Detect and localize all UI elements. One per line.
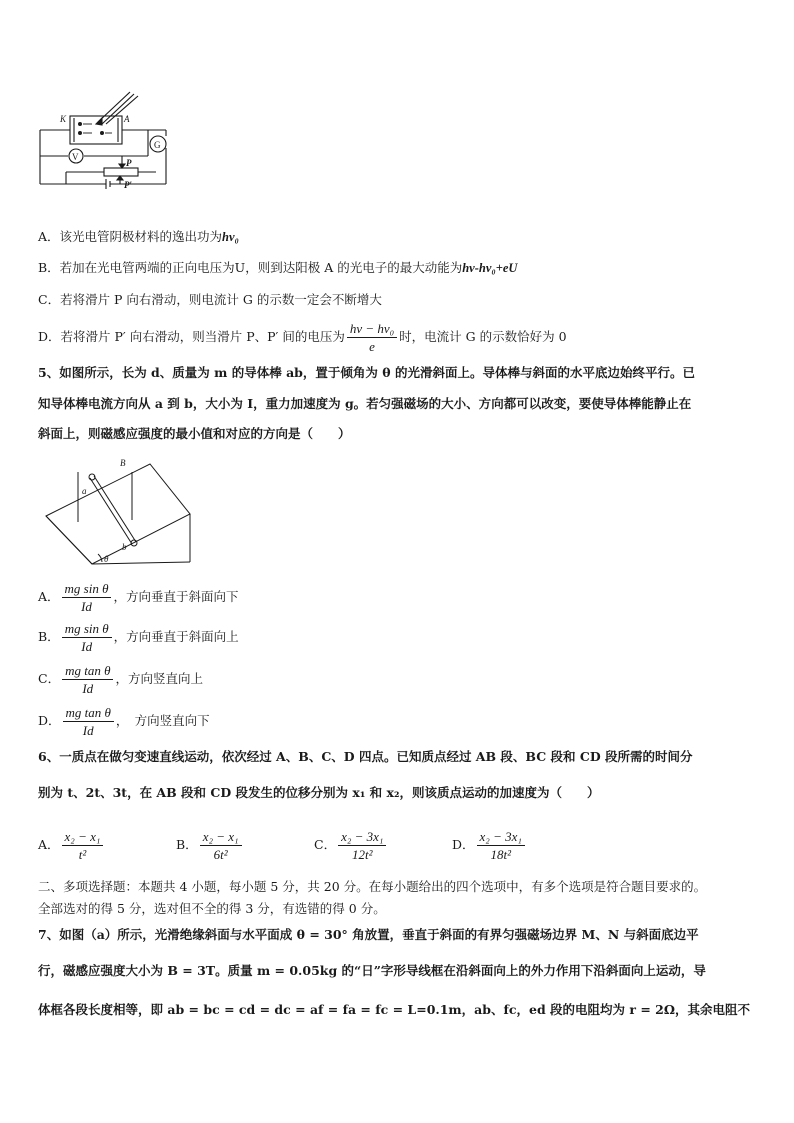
q5-option-a-numerator: mg sin θ (62, 581, 112, 598)
q5-option-a-text: ，方向垂直于斜面向下 (113, 589, 239, 604)
q4-option-c (38, 291, 382, 309)
section2-heading-line2: 全部选对的得 5 分，选对但不全的得 3 分，有选错的得 0 分。 (38, 901, 386, 916)
q5-option-a-fraction (62, 581, 112, 614)
q5-option-d-text: ， 方向竖直向下 (115, 713, 210, 728)
q5-option-c-fraction (62, 663, 113, 696)
q6-option-d (452, 826, 527, 864)
q5-option-c (38, 660, 203, 698)
q5-option-d-numerator: mg tan θ (63, 705, 114, 722)
q5-stem-line3: 斜面上，则磁感应强度的最小值和对应的方向是（ ） (38, 426, 351, 441)
q5-option-d-fraction (63, 705, 114, 738)
q6-option-a-numerator: x₂ − x₁ (62, 829, 104, 846)
q6-option-a-letter: A． (38, 837, 60, 852)
q6-option-b-denominator: 6t² (213, 847, 228, 862)
q5-option-b-denominator: Id (81, 639, 93, 654)
q5-stem-line1: 5、如图所示，长为 d、质量为 m 的导体棒 ab，置于倾角为 θ 的光滑斜面上。导体棒与斜面的水平底边始终平行。已 (38, 365, 695, 380)
q4-option-a (38, 228, 239, 246)
q6-option-d-numerator: x₂ − 3x₁ (477, 829, 525, 846)
q4-option-d (38, 318, 567, 356)
q6-option-a-fraction (62, 829, 104, 862)
q7-stem-line1: 7、如图（a）所示，光滑绝缘斜面与水平面成 θ = 30° 角放置，垂直于斜面的有界匀强磁场边界 M、N 与斜面底边平 (38, 927, 699, 942)
q6-option-d-letter: D． (452, 837, 475, 852)
incline-conductor-figure (40, 452, 200, 568)
field-label-b: B (120, 458, 126, 468)
q5-option-c-letter: C． (38, 671, 61, 686)
q5-option-d (38, 702, 210, 740)
q5-option-a (38, 578, 239, 616)
angle-label-theta: θ (104, 554, 109, 564)
q6-option-b-letter: B． (176, 837, 198, 852)
q5-option-c-numerator: mg tan θ (62, 663, 113, 680)
q5-option-b-text: ，方向垂直于斜面向上 (113, 629, 239, 644)
q6-option-d-denominator: 18t² (490, 847, 511, 862)
q4-option-d-denominator: e (369, 339, 375, 354)
q6-option-c-numerator: x₂ − 3x₁ (338, 829, 386, 846)
q4-option-a-math: hν₀ (222, 230, 239, 244)
q4-option-d-fraction (347, 321, 397, 354)
q4-option-b-math: hν-hν₀+eU (462, 261, 518, 275)
q4-option-d-text: D．若将滑片 P′ 向右滑动，则当滑片 P、P′ 间的电压为 (38, 329, 345, 344)
rod-label-a: a (82, 486, 87, 496)
q6-option-a (38, 826, 105, 864)
q5-option-b (38, 618, 239, 656)
q6-option-b-fraction (200, 829, 242, 862)
q5-option-b-fraction (62, 621, 112, 654)
q4-option-a-text: A．该光电管阴极材料的逸出功为 (38, 229, 223, 244)
q5-option-b-letter: B． (38, 629, 60, 644)
tube-label-a: A (124, 114, 130, 124)
q5-stem-line2: 知导体棒电流方向从 a 到 b，大小为 I，重力加速度为 g。若匀强磁场的大小、方向都可以改变，要使导体棒能静止在 (38, 396, 692, 411)
q4-option-b-text: B．若加在光电管两端的正向电压为U，则到达阳极 A 的光电子的最大动能为 (38, 260, 463, 275)
q7-stem-line3: 体框各段长度相等，即 ab = bc = cd = dc = af = fa = fc = L=0.1m，ab、fc，ed 段的电阻均为 r = 2Ω，其余电阻不 (38, 1002, 750, 1017)
q5-option-a-letter: A． (38, 589, 60, 604)
q4-option-b (38, 259, 517, 277)
q5-option-d-denominator: Id (82, 723, 94, 738)
q6-stem-line1: 6、一质点在做匀变速直线运动，依次经过 A、B、C、D 四点。已知质点经过 AB 段、BC 段和 CD 段所需的时间分 (38, 749, 693, 764)
q5-option-c-denominator: Id (82, 681, 94, 696)
q6-stem-line2: 别为 t、2t、3t，在 AB 段和 CD 段发生的位移分别为 x₁ 和 x₂，则该质点运动的加速度为（ ） (38, 785, 600, 800)
q5-option-c-text: ，方向竖直向上 (115, 671, 203, 686)
tube-label-k: K (60, 114, 67, 124)
q5-option-d-letter: D． (38, 713, 61, 728)
q5-option-b-numerator: mg sin θ (62, 621, 112, 638)
q4-option-d-numerator: hν − hν₀ (347, 321, 397, 338)
q4-option-c-text: C．若将滑片 P 向右滑动，则电流计 G 的示数一定会不断增大 (38, 292, 382, 307)
photoelectric-circuit-figure (36, 88, 176, 194)
rod-label-b: b (122, 542, 127, 552)
q6-option-c-denominator: 12t² (352, 847, 373, 862)
galvanometer-label: G (154, 140, 161, 150)
q6-option-b (176, 826, 244, 864)
q5-option-a-denominator: Id (81, 599, 92, 614)
q6-option-c-fraction (338, 829, 386, 862)
section2-heading-line1: 二、多项选择题：本题共 4 小题，每小题 5 分，共 20 分。在每小题给出的四个选项中，有多个选项是符合题目要求的。 (38, 879, 707, 894)
q7-stem-line2: 行，磁感应强度大小为 B = 3T。质量 m = 0.05kg 的“日”字形导线框在沿斜面向上的外力作用下沿斜面向上运动，导 (38, 963, 706, 978)
q6-option-c (314, 826, 388, 864)
q6-option-c-letter: C． (314, 837, 337, 852)
q6-option-a-denominator: t² (78, 847, 87, 862)
slider-label-p: P (126, 158, 132, 168)
voltmeter-label: V (72, 152, 79, 162)
q4-option-d-tail: 时，电流计 G 的示数恰好为 0 (399, 329, 567, 344)
slider-label-p-prime: P′ (124, 180, 133, 190)
q6-option-b-numerator: x₂ − x₁ (200, 829, 242, 846)
q6-option-d-fraction (477, 829, 525, 862)
